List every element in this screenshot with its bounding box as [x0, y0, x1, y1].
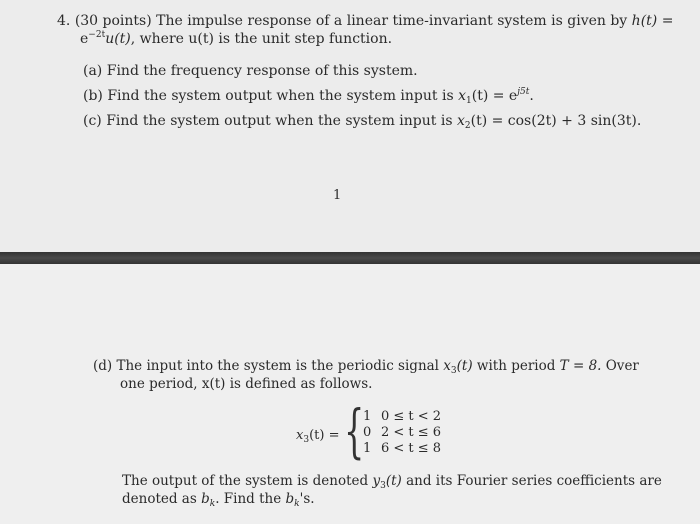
part-d-text-c: Over — [601, 358, 639, 374]
part-b-x: x — [458, 88, 466, 104]
piecewise-brace: { — [344, 397, 365, 465]
output-y-arg: (t) — [385, 473, 402, 489]
part-c-text: Find the system output when the system input is — [106, 113, 457, 129]
part-b-x-sub: 1 — [466, 96, 472, 106]
part-c — [83, 112, 641, 130]
part-d-text-a: The input into the system is the periodic signal — [116, 358, 444, 374]
part-b-x-arg: (t) = — [471, 88, 509, 104]
question-line-1 — [57, 12, 673, 30]
part-a — [83, 62, 418, 80]
question-number: 4. — [57, 13, 71, 29]
part-d-x: x — [443, 358, 451, 374]
output-b-1: b — [201, 491, 210, 507]
output-text-a: The output of the system is denoted — [122, 473, 373, 489]
output-line-2 — [122, 490, 315, 508]
part-b-e: e — [508, 88, 518, 104]
part-d-text-b: with period — [472, 358, 560, 374]
part-c-x: x — [456, 113, 465, 129]
page-divider — [0, 252, 700, 264]
piecewise-x-sub: 3 — [303, 435, 310, 445]
piecewise-x-arg: (t) = — [309, 428, 340, 443]
part-b-text: Find the system output when the system input is — [107, 88, 459, 104]
output-y-sub: 3 — [380, 481, 386, 491]
question-intro: The impulse response of a linear time-invariant system is given by — [156, 13, 632, 29]
output-y: y — [372, 473, 381, 489]
part-c-label: (c) — [83, 113, 102, 129]
piecewise-lhs — [296, 427, 339, 445]
part-d-label: (d) — [93, 358, 113, 374]
output-text-e: 's. — [299, 491, 315, 507]
part-a-text: Find the frequency response of this system. — [106, 63, 418, 79]
part-c-x-sub: 2 — [464, 121, 471, 131]
case-2-value: 0 — [363, 425, 372, 440]
output-text-d: . Find the — [215, 491, 286, 507]
part-d-line-2 — [120, 375, 372, 393]
case-1-condition: 0 ≤ t < 2 — [381, 409, 442, 424]
part-d-line-1 — [93, 357, 639, 375]
h-of-t: h(t) — [631, 13, 658, 29]
part-d-line2-text: one period, x(t) is defined as follows. — [120, 376, 373, 392]
part-d-x-sub: 3 — [450, 366, 457, 376]
output-b-2-sub: k — [294, 499, 300, 509]
part-b-e-exp: j5t — [517, 87, 530, 97]
u-of-t: u(t) — [105, 31, 131, 47]
part-d-period: T = 8. — [559, 358, 602, 374]
case-3-condition: 6 < t ≤ 8 — [381, 441, 442, 456]
piecewise-x: x — [296, 428, 304, 443]
exp-power: −2t — [88, 30, 106, 40]
part-d-x-arg: (t) — [456, 358, 473, 374]
output-text-c: denoted as — [122, 491, 202, 507]
case-1-value: 1 — [363, 409, 372, 424]
exp-base: e — [80, 31, 89, 47]
question-line-2 — [80, 30, 392, 48]
question-points: (30 points) — [74, 13, 152, 29]
part-b — [83, 87, 534, 105]
case-2-condition: 2 < t ≤ 6 — [381, 425, 442, 440]
part-c-x-arg: (t) = cos(2t) + 3 sin(3t). — [470, 113, 642, 129]
output-b-1-sub: k — [209, 499, 216, 509]
part-b-label: (b) — [83, 88, 103, 104]
part-b-end: . — [529, 88, 534, 104]
output-line-1 — [122, 472, 662, 490]
output-b-2: b — [285, 491, 295, 507]
case-3-value: 1 — [363, 441, 372, 456]
question-intro-end: , where u(t) is the unit step function. — [130, 31, 393, 47]
output-text-b: and its Fourier series coefficients are — [401, 473, 662, 489]
page-number: 1 — [333, 188, 342, 203]
part-a-label: (a) — [83, 63, 103, 79]
equals-sign: = — [657, 13, 674, 29]
